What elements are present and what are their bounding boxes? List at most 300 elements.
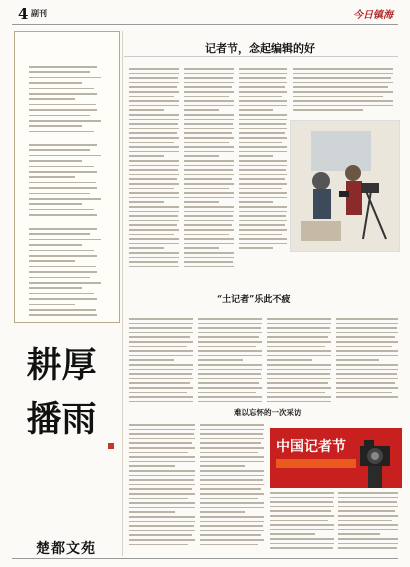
text-line-placeholder (267, 336, 328, 338)
text-line-placeholder (336, 396, 398, 398)
text-line-placeholder (29, 77, 101, 79)
text-line-placeholder (200, 507, 264, 509)
text-line-placeholder (29, 282, 101, 284)
text-line-placeholder (29, 309, 96, 311)
text-line-placeholder (267, 332, 331, 334)
text-line-placeholder (200, 488, 261, 490)
text-line-placeholder (184, 174, 234, 176)
text-line-placeholder (336, 359, 379, 361)
text-line-placeholder (270, 520, 328, 522)
text-line-placeholder (198, 387, 262, 389)
text-line-placeholder (129, 183, 179, 185)
page-number: 4 (18, 5, 29, 23)
text-line-placeholder (129, 91, 179, 93)
article-title: 难以忘怀的一次采访 (234, 408, 302, 417)
text-line-placeholder (338, 510, 395, 512)
text-line-placeholder (129, 68, 179, 70)
text-line-placeholder (239, 169, 286, 171)
text-line-placeholder (29, 277, 90, 279)
text-line-placeholder (129, 369, 193, 371)
text-line-placeholder (129, 188, 174, 190)
text-line-placeholder (338, 524, 398, 526)
text-line-placeholder (336, 369, 398, 371)
text-line-placeholder (184, 86, 232, 88)
text-line-placeholder (267, 327, 330, 329)
text-line-placeholder (239, 91, 287, 93)
text-line-placeholder (129, 178, 177, 180)
text-line-placeholder (184, 229, 234, 231)
text-line-placeholder (239, 82, 287, 84)
seal-stamp (108, 443, 114, 449)
text-line-placeholder (338, 492, 398, 494)
text-line-placeholder (184, 206, 234, 208)
text-line-placeholder (200, 521, 264, 523)
text-line-placeholder (129, 332, 193, 334)
text-line-placeholder (239, 224, 285, 226)
text-line-placeholder (267, 364, 331, 366)
text-line-placeholder (270, 497, 334, 499)
text-line-placeholder (129, 479, 194, 481)
text-line-placeholder (129, 456, 195, 458)
text-line-placeholder (184, 243, 234, 245)
text-line-placeholder (129, 266, 179, 268)
text-line-placeholder (239, 119, 287, 121)
text-line-placeholder (129, 396, 193, 398)
text-line-placeholder (293, 86, 388, 88)
text-line-placeholder (239, 96, 282, 98)
text-line-placeholder (129, 516, 195, 518)
text-line-placeholder (198, 355, 262, 357)
text-line-placeholder (184, 123, 233, 125)
text-line-placeholder (293, 100, 393, 102)
text-line-placeholder (198, 350, 262, 352)
text-line-placeholder (198, 401, 262, 403)
text-line-placeholder (129, 465, 175, 467)
text-line-placeholder (129, 137, 179, 139)
text-line-placeholder (184, 257, 234, 259)
text-line-placeholder (267, 382, 328, 384)
text-line-placeholder (129, 470, 195, 472)
text-line-placeholder (198, 364, 262, 366)
text-line-placeholder (267, 392, 325, 394)
text-line-placeholder (129, 128, 179, 130)
text-line-placeholder (129, 77, 178, 79)
text-line-placeholder (129, 424, 195, 426)
text-line-placeholder (184, 183, 234, 185)
text-line-placeholder (270, 510, 331, 512)
text-line-placeholder (129, 452, 188, 454)
journalist-day-banner (270, 428, 402, 488)
text-line-placeholder (293, 105, 393, 107)
text-line-placeholder (239, 132, 285, 134)
text-line-placeholder (129, 252, 179, 254)
text-line-placeholder (129, 429, 195, 431)
text-line-placeholder (29, 193, 90, 195)
text-line-placeholder (129, 511, 175, 513)
text-line-placeholder (129, 151, 179, 153)
text-line-placeholder (129, 392, 187, 394)
text-line-placeholder (129, 229, 179, 231)
text-line-placeholder (239, 220, 287, 222)
text-line-placeholder (29, 160, 82, 162)
text-line-placeholder (129, 530, 195, 532)
text-line-placeholder (267, 378, 331, 380)
text-line-placeholder (239, 174, 287, 176)
text-line-placeholder (129, 238, 179, 240)
text-line-placeholder (129, 114, 179, 116)
text-line-placeholder (184, 96, 229, 98)
text-line-placeholder (184, 160, 234, 162)
text-line-placeholder (29, 304, 75, 306)
text-line-placeholder (184, 68, 234, 70)
camera-person-graphic (350, 428, 402, 488)
text-line-placeholder (239, 229, 287, 231)
text-line-placeholder (129, 327, 192, 329)
text-line-placeholder (270, 543, 334, 545)
text-line-placeholder (184, 215, 233, 217)
text-line-placeholder (129, 401, 193, 403)
text-line-placeholder (239, 123, 286, 125)
text-line-placeholder (338, 533, 380, 535)
text-line-placeholder (129, 493, 195, 495)
text-line-placeholder (29, 287, 82, 289)
text-line-placeholder (129, 224, 177, 226)
article-title: “土记者”乐此不疲 (217, 295, 291, 305)
text-line-placeholder (293, 109, 363, 111)
text-line-placeholder (129, 438, 195, 440)
text-line-placeholder (200, 516, 264, 518)
text-line-placeholder (336, 336, 395, 338)
text-line-placeholder (198, 359, 243, 361)
text-line-placeholder (200, 544, 258, 546)
text-line-placeholder (270, 524, 334, 526)
text-line-placeholder (29, 187, 97, 189)
text-line-placeholder (293, 96, 383, 98)
text-line-placeholder (29, 93, 97, 95)
text-line-placeholder (200, 511, 245, 513)
text-line-placeholder (29, 166, 94, 168)
text-line-placeholder (129, 96, 174, 98)
text-line-placeholder (29, 125, 82, 127)
text-line-placeholder (184, 201, 219, 203)
text-line-placeholder (267, 323, 331, 325)
text-line-placeholder (200, 442, 261, 444)
text-line-placeholder (129, 105, 179, 107)
text-line-placeholder (129, 132, 177, 134)
text-line-placeholder (270, 501, 333, 503)
text-line-placeholder (184, 178, 232, 180)
text-line-placeholder (200, 470, 264, 472)
text-line-placeholder (336, 392, 392, 394)
text-line-placeholder (198, 341, 262, 343)
text-line-placeholder (129, 123, 178, 125)
text-line-placeholder (239, 105, 287, 107)
text-line-placeholder (29, 171, 97, 173)
text-line-placeholder (239, 206, 287, 208)
text-line-placeholder (129, 521, 195, 523)
text-line-placeholder (129, 206, 179, 208)
text-line-placeholder (29, 314, 97, 316)
text-line-placeholder (267, 401, 331, 403)
text-line-placeholder (129, 82, 179, 84)
text-line-placeholder (267, 318, 331, 320)
text-line-placeholder (129, 100, 179, 102)
text-line-placeholder (336, 332, 398, 334)
text-line-placeholder (184, 119, 234, 121)
text-line-placeholder (293, 68, 393, 70)
text-line-placeholder (129, 318, 193, 320)
text-line-placeholder (239, 215, 286, 217)
text-line-placeholder (198, 396, 262, 398)
text-line-placeholder (184, 137, 234, 139)
text-line-placeholder (184, 224, 232, 226)
text-line-placeholder (129, 498, 188, 500)
text-line-placeholder (129, 215, 178, 217)
text-line-placeholder (336, 323, 398, 325)
text-line-placeholder (239, 197, 287, 199)
text-line-placeholder (239, 247, 273, 249)
text-line-placeholder (336, 341, 398, 343)
column-brand: 楚都文苑 (36, 541, 96, 557)
text-line-placeholder (184, 109, 219, 111)
text-line-placeholder (129, 201, 164, 203)
text-line-placeholder (336, 382, 395, 384)
text-line-placeholder (184, 82, 234, 84)
text-line-placeholder (129, 86, 177, 88)
text-line-placeholder (29, 98, 75, 100)
text-line-placeholder (129, 323, 193, 325)
text-line-placeholder (184, 77, 233, 79)
text-line-placeholder (129, 234, 174, 236)
illustration-graphic (291, 121, 399, 251)
text-line-placeholder (129, 534, 192, 536)
text-line-placeholder (338, 520, 392, 522)
column-divider (122, 31, 123, 556)
text-line-placeholder (239, 188, 282, 190)
text-line-placeholder (270, 547, 333, 549)
text-line-placeholder (29, 144, 97, 146)
text-line-placeholder (239, 77, 286, 79)
section-name: 副刊 (31, 9, 47, 18)
banner-subtitle (276, 459, 356, 468)
text-line-placeholder (336, 327, 397, 329)
text-line-placeholder (129, 261, 178, 263)
text-line-placeholder (336, 387, 398, 389)
text-line-placeholder (239, 165, 287, 167)
text-line-placeholder (200, 534, 261, 536)
text-line-placeholder (129, 507, 195, 509)
text-line-placeholder (338, 497, 398, 499)
text-line-placeholder (200, 475, 264, 477)
text-line-placeholder (129, 155, 164, 157)
text-line-placeholder (129, 488, 192, 490)
text-line-placeholder (129, 475, 195, 477)
text-line-placeholder (29, 104, 96, 106)
text-line-placeholder (200, 530, 264, 532)
text-line-placeholder (129, 502, 195, 504)
text-line-placeholder (129, 341, 193, 343)
text-line-placeholder (198, 378, 262, 380)
text-line-placeholder (29, 244, 82, 246)
text-line-placeholder (29, 293, 94, 295)
text-line-placeholder (29, 209, 94, 211)
text-line-placeholder (200, 498, 258, 500)
text-line-placeholder (184, 169, 233, 171)
text-line-placeholder (270, 533, 315, 535)
text-line-placeholder (270, 492, 334, 494)
text-line-placeholder (338, 515, 398, 517)
text-line-placeholder (129, 373, 192, 375)
text-line-placeholder (184, 165, 234, 167)
text-line-placeholder (198, 327, 261, 329)
text-line-placeholder (239, 234, 282, 236)
text-line-placeholder (184, 261, 233, 263)
text-line-placeholder (184, 211, 234, 213)
text-line-placeholder (184, 91, 234, 93)
text-line-placeholder (239, 238, 287, 240)
text-line-placeholder (129, 160, 179, 162)
text-line-placeholder (200, 502, 264, 504)
text-line-placeholder (200, 424, 264, 426)
text-line-placeholder (29, 176, 75, 178)
text-line-placeholder (29, 109, 97, 111)
text-line-placeholder (267, 396, 331, 398)
text-line-placeholder (29, 66, 97, 68)
text-line-placeholder (29, 88, 94, 90)
text-line-placeholder (336, 355, 398, 357)
text-line-placeholder (129, 442, 192, 444)
text-line-placeholder (29, 182, 96, 184)
text-line-placeholder (129, 539, 195, 541)
calligraphy-artwork (14, 325, 118, 535)
text-line-placeholder (267, 350, 331, 352)
text-line-placeholder (239, 178, 285, 180)
text-line-placeholder (129, 525, 194, 527)
text-line-placeholder (129, 350, 193, 352)
text-line-placeholder (29, 239, 101, 241)
text-line-placeholder (129, 142, 174, 144)
text-line-placeholder (239, 155, 273, 157)
text-line-placeholder (239, 114, 287, 116)
text-line-placeholder (336, 378, 398, 380)
text-line-placeholder (129, 257, 179, 259)
text-line-placeholder (336, 364, 398, 366)
text-line-placeholder (29, 131, 94, 133)
text-line-placeholder (200, 433, 263, 435)
text-line-placeholder (200, 493, 264, 495)
text-line-placeholder (267, 355, 331, 357)
text-line-placeholder (338, 547, 397, 549)
footer-rule (12, 558, 398, 559)
text-line-placeholder (239, 137, 287, 139)
text-line-placeholder (129, 247, 164, 249)
text-line-placeholder (184, 100, 234, 102)
text-line-placeholder (338, 543, 398, 545)
text-line-placeholder (129, 359, 174, 361)
text-line-placeholder (184, 73, 234, 75)
text-line-placeholder (200, 429, 264, 431)
text-line-placeholder (129, 461, 195, 463)
text-line-placeholder (184, 220, 234, 222)
text-line-placeholder (129, 364, 193, 366)
text-line-placeholder (129, 544, 188, 546)
text-line-placeholder (29, 233, 90, 235)
text-line-placeholder (267, 359, 312, 361)
text-line-placeholder (184, 132, 232, 134)
text-line-placeholder (129, 346, 187, 348)
text-line-placeholder (239, 128, 287, 130)
illustration-photo (290, 120, 400, 252)
text-line-placeholder (129, 197, 179, 199)
text-line-placeholder (198, 318, 262, 320)
article-title: 记者节，念起编辑的好 (205, 42, 315, 55)
text-line-placeholder (184, 151, 234, 153)
text-line-placeholder (184, 234, 229, 236)
text-line-placeholder (129, 109, 164, 111)
text-line-placeholder (293, 77, 391, 79)
text-line-placeholder (293, 91, 393, 93)
text-line-placeholder (129, 174, 179, 176)
text-line-placeholder (239, 142, 282, 144)
text-line-placeholder (200, 525, 263, 527)
text-line-placeholder (29, 255, 97, 257)
text-line-placeholder (200, 465, 245, 467)
text-line-placeholder (200, 447, 264, 449)
text-line-placeholder (129, 146, 179, 148)
text-line-placeholder (29, 260, 75, 262)
text-line-placeholder (267, 373, 330, 375)
text-line-placeholder (198, 323, 262, 325)
text-line-placeholder (29, 203, 82, 205)
text-line-placeholder (338, 538, 398, 540)
text-line-placeholder (184, 266, 234, 268)
text-line-placeholder (29, 71, 90, 73)
calligraphy-main-text: 耕厚播雨 (26, 345, 97, 440)
text-line-placeholder (239, 73, 287, 75)
text-line-placeholder (239, 183, 287, 185)
text-line-placeholder (239, 201, 273, 203)
text-line-placeholder (267, 346, 325, 348)
text-line-placeholder (239, 160, 287, 162)
text-line-placeholder (29, 155, 101, 157)
text-line-placeholder (129, 336, 190, 338)
text-line-placeholder (129, 378, 193, 380)
text-line-placeholder (200, 452, 258, 454)
text-line-placeholder (336, 318, 398, 320)
text-line-placeholder (270, 506, 334, 508)
text-line-placeholder (200, 479, 263, 481)
title-rule (124, 56, 398, 57)
text-line-placeholder (129, 220, 179, 222)
paper-logo: 今日镇海 (353, 10, 393, 21)
text-line-placeholder (239, 146, 287, 148)
text-line-placeholder (129, 355, 193, 357)
text-line-placeholder (29, 266, 96, 268)
text-line-placeholder (29, 250, 94, 252)
text-line-placeholder (338, 501, 397, 503)
text-line-placeholder (200, 438, 264, 440)
text-line-placeholder (129, 433, 194, 435)
text-line-placeholder (198, 346, 256, 348)
text-line-placeholder (293, 73, 393, 75)
text-line-placeholder (200, 456, 264, 458)
text-line-placeholder (129, 382, 190, 384)
text-line-placeholder (129, 211, 179, 213)
text-line-placeholder (239, 151, 287, 153)
banner-title: 中国记者节 (276, 439, 346, 455)
text-line-placeholder (129, 169, 178, 171)
text-line-placeholder (198, 382, 259, 384)
